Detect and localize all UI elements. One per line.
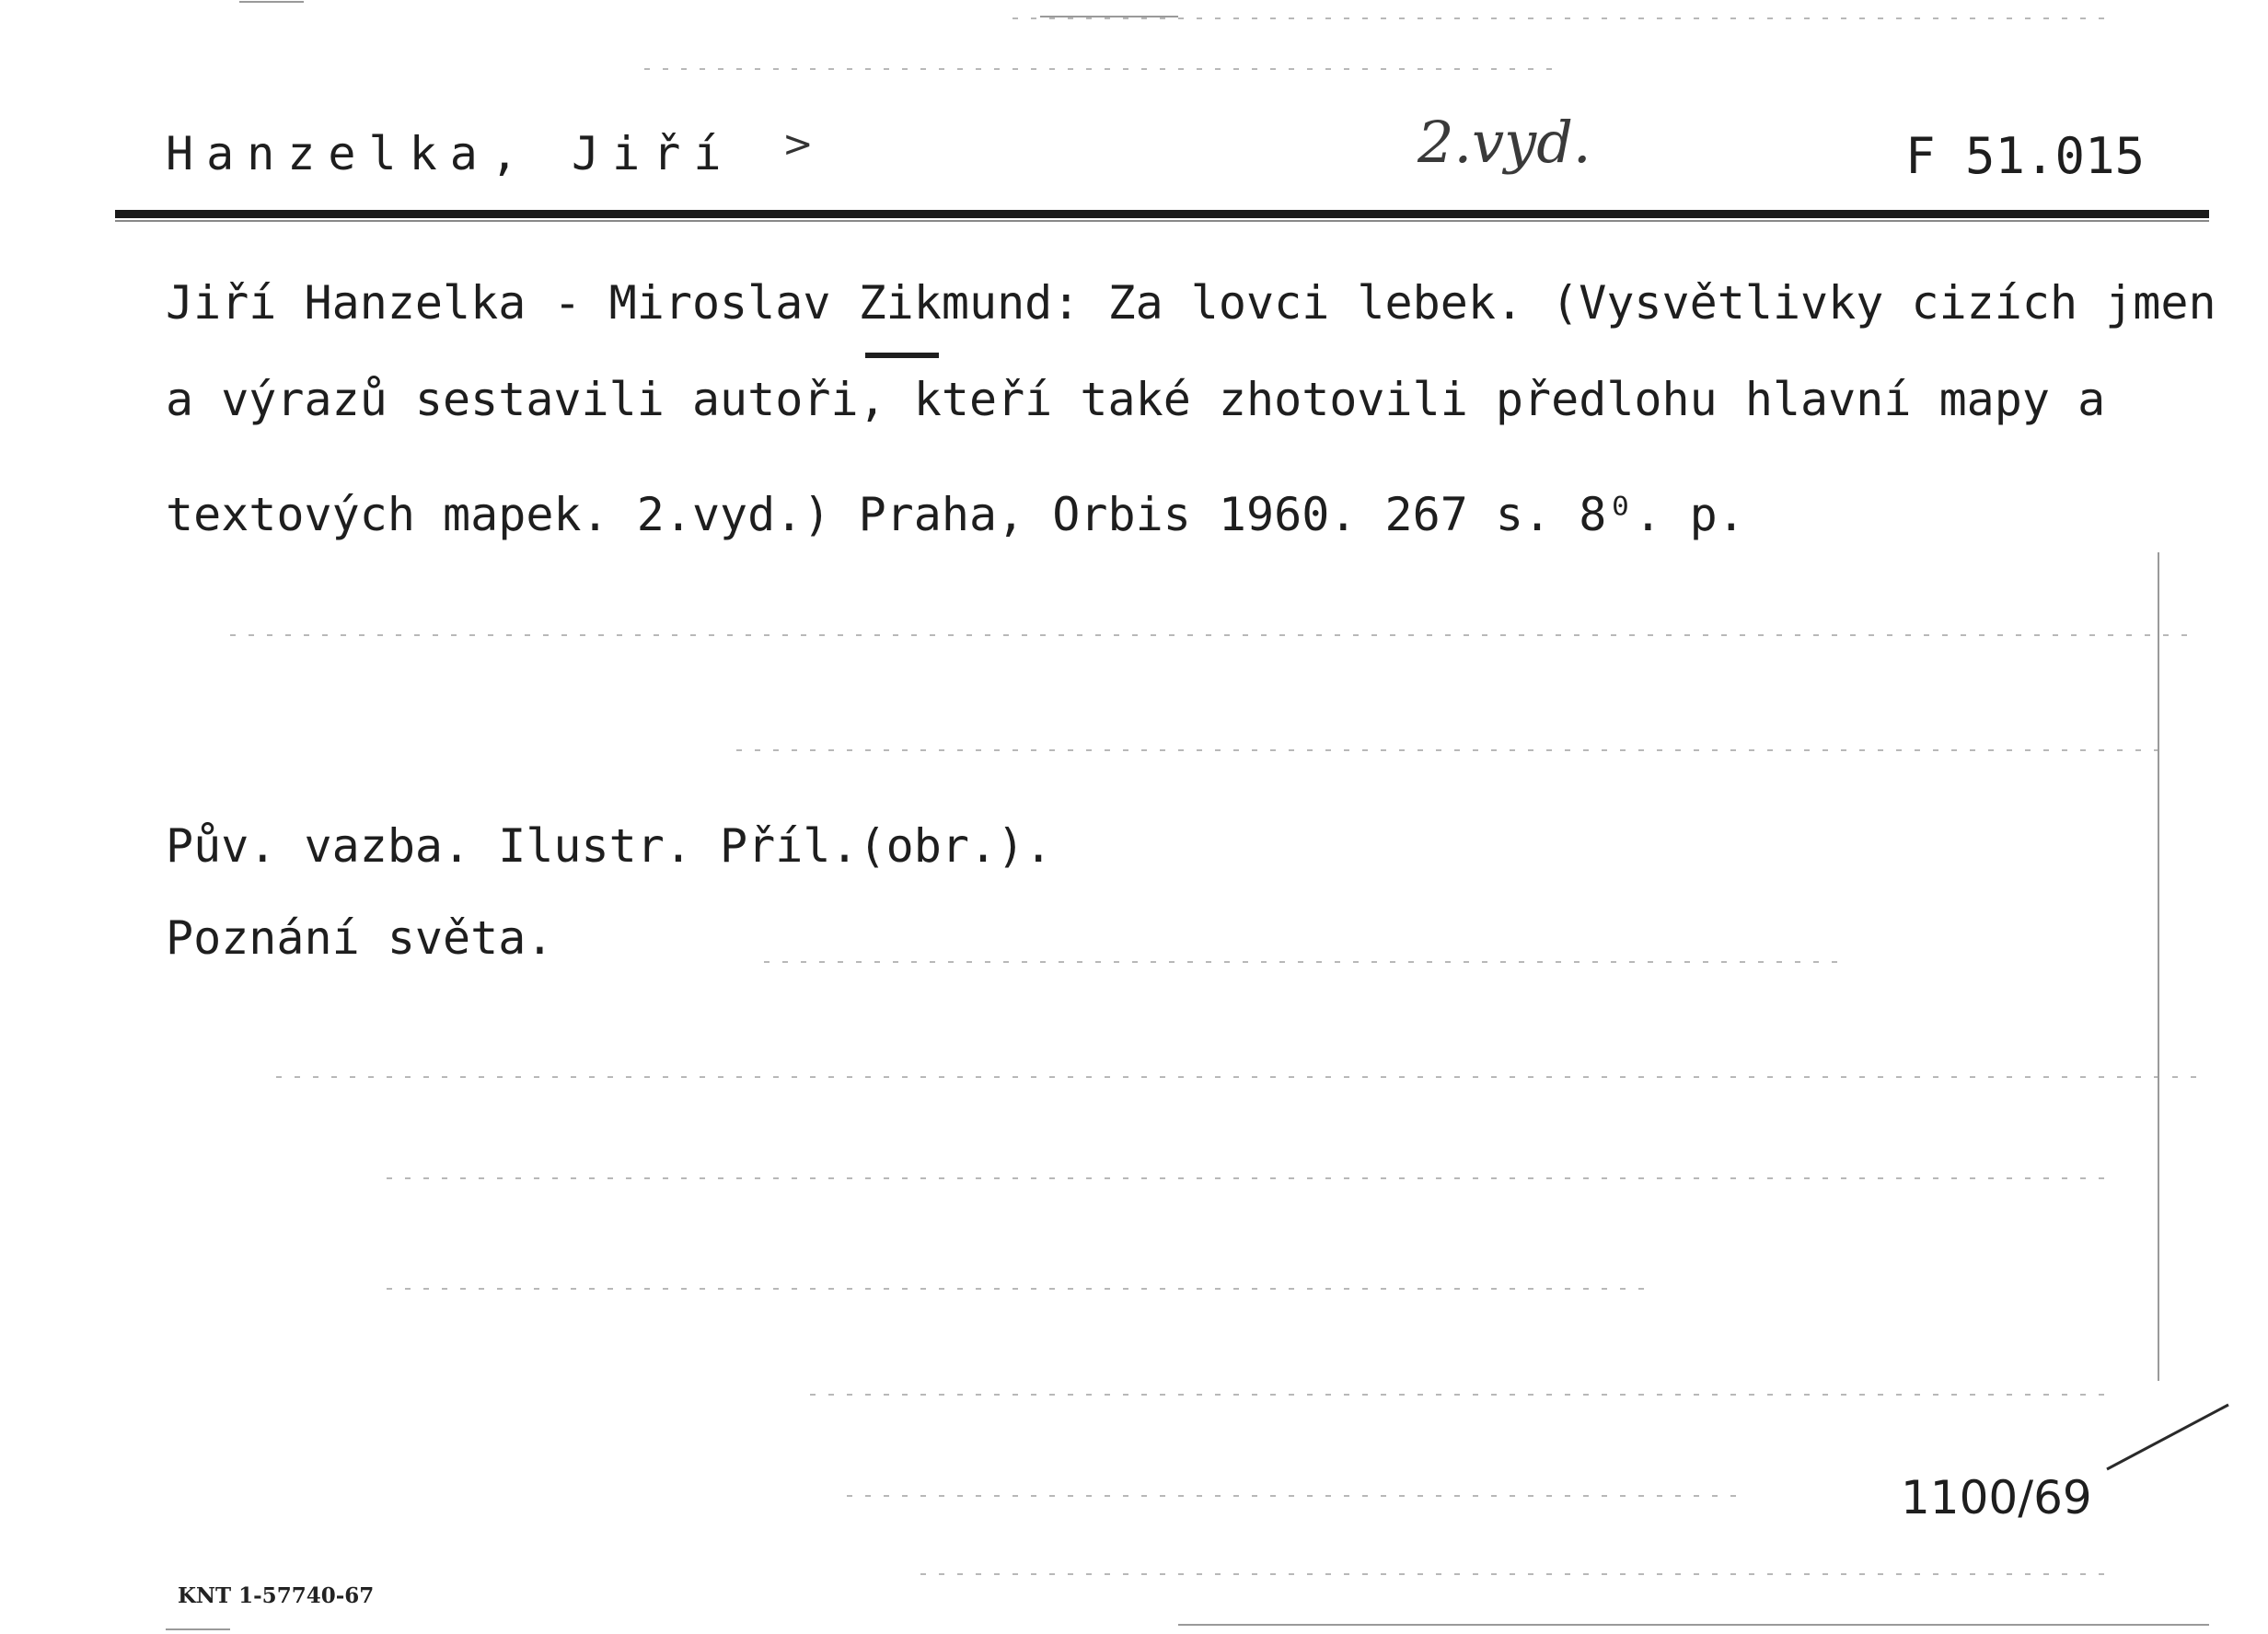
heading-author: Hanzelka, Jiří <box>166 127 735 180</box>
accession-number: 1100/69 <box>1901 1471 2092 1524</box>
entry-line: a výrazů sestavili autoři, kteří také zhotovili předlohu hlavní mapy a <box>166 373 2106 426</box>
shelfmark: F 51.015 <box>1905 127 2146 185</box>
correction-mark: > <box>782 123 814 166</box>
binding-note: Pův. vazba. Ilustr. Příl.(obr.). <box>166 819 1053 873</box>
entry-line: textových mapek. 2.vyd.) Praha, Orbis 1960. 267 s. 8⁰. p. <box>166 488 1745 541</box>
handwritten-edition-note: 2.vyd. <box>1418 109 1591 176</box>
entry-line: Jiří Hanzelka - Miroslav Zikmund: Za lovci lebek. (Vysvětlivky cizích jmen <box>166 276 2216 330</box>
print-code: KNT 1-57740-67 <box>178 1583 375 1608</box>
pen-stroke-mark <box>2103 1399 2232 1473</box>
series-note: Poznání světa. <box>166 911 554 965</box>
underline-mark <box>865 353 939 358</box>
heading-rule <box>115 210 2209 218</box>
heading-rule-shadow <box>115 220 2209 222</box>
